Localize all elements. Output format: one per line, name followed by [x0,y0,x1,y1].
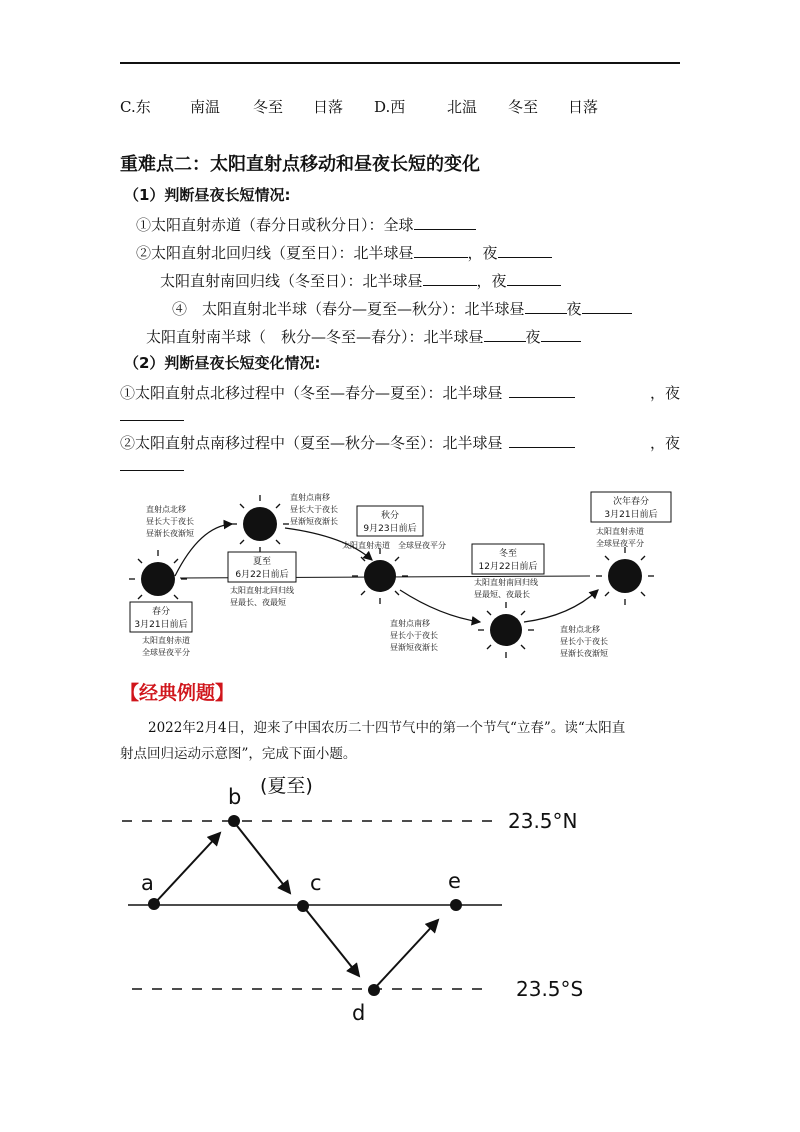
spring-note-2: 全球昼夜平分 [142,648,190,657]
south-move-1-c: 昼渐短夜渐长 [290,517,338,526]
latitude-23-5-s-label: 23.5°S [516,977,584,1001]
latitude-23-5-n-label: 23.5°N [508,809,578,833]
header-rule [120,62,680,64]
north-move-2-c: 昼渐长夜渐短 [560,649,608,658]
winter-box-date: 12月22日前后 [478,562,538,572]
section-title: 重难点二：太阳直射点移动和昼夜长短的变化 [120,154,480,175]
south-move-1-b: 昼长大于夜长 [290,505,338,514]
part2-item-2: ②太阳直射点南移过程中（夏至—秋分—冬至）：北半球昼 ，夜 [120,434,680,452]
point-e [450,899,462,911]
next-spring-box-date: 3月21日前后 [604,510,658,520]
next-spring-note-1: 太阳直射赤道 [596,527,644,536]
answer-blank[interactable] [582,299,632,314]
point-a-label: a [141,871,154,895]
answer-blank[interactable] [120,470,184,471]
option-c-event: 日落 [313,98,344,116]
point-a [148,898,160,910]
south-move-2-a: 直射点南移 [390,619,430,628]
answer-blank[interactable] [120,420,184,421]
winter-note-1: 太阳直射南回归线 [474,578,538,587]
arrow-c-to-d [303,906,359,976]
answer-blank[interactable] [509,383,575,398]
answer-blank[interactable] [414,215,476,230]
option-d-zone: 北温 [447,98,478,116]
north-move-2-a: 直射点北移 [560,625,600,634]
point-b-label: b [228,785,242,809]
north-move-1-b: 昼长大于夜长 [146,517,194,526]
summer-note-1: 太阳直射北回归线 [230,586,294,595]
summer-box-title: 夏至 [252,557,272,567]
spring-box-title: 春分 [151,607,171,617]
answer-blank[interactable] [525,299,567,314]
south-move-2-c: 昼渐短夜渐长 [390,643,438,652]
sun-autumn-icon [352,548,408,604]
answer-blank[interactable] [498,243,552,258]
north-move-1-a: 直射点北移 [146,505,186,514]
arrow-a-to-b [154,833,220,904]
part1-item-1: ①太阳直射赤道（春分日或秋分日）：全球 [136,214,476,235]
option-d-letter: D.西 [374,98,406,116]
north-move-1-c: 昼渐长夜渐短 [146,529,194,538]
part2-item-1: ①太阳直射点北移过程中（冬至—春分—夏至）：北半球昼 ，夜 [120,384,680,402]
point-c-label: c [310,871,322,895]
sun-winter-icon [478,602,534,658]
answer-blank[interactable] [509,433,575,448]
south-move-1-a: 直射点南移 [290,493,330,502]
south-move-2-b: 昼长小于夜长 [390,631,438,640]
sun-summer-icon [231,495,289,553]
arrow-south-2 [400,590,480,622]
option-c-zone: 南温 [190,98,221,116]
summer-note-2: 昼最长、夜最短 [230,598,286,607]
next-spring-note-2: 全球昼夜平分 [596,539,644,548]
autumn-box-title: 秋分 [380,511,400,521]
arrow-b-to-c [234,822,290,893]
answer-blank[interactable] [414,243,468,258]
arrow-north-2 [524,590,598,622]
winter-note-2: 昼最短、夜最长 [474,590,530,599]
direct-sun-motion-diagram [110,762,610,1032]
answer-blank[interactable] [484,327,526,342]
part1-item-3: 太阳直射南回归线（冬至日）：北半球昼 ，夜 [160,270,561,291]
arrow-d-to-e [374,920,438,989]
example-paragraph-line-1: 2022年2月4日，迎来了中国农历二十四节气中的第一个节气“立春”。读“太阳直 [148,720,626,736]
summer-box-date: 6月22日前后 [235,570,289,580]
point-d-label: d [352,1001,366,1025]
summer-solstice-label: (夏至) [260,775,313,797]
part1-item-4: ④ 太阳直射北半球（春分—夏至—秋分）：北半球昼 夜 [172,298,632,319]
part2-title: （2）判断昼夜长短变化情况: [124,354,321,372]
point-c [297,900,309,912]
point-b [228,815,240,827]
sun-spring-icon [129,550,187,608]
part1-title: （1）判断昼夜长短情况: [124,186,291,204]
part1-item-2: ②太阳直射北回归线（夏至日）：北半球昼 ，夜 [136,242,552,263]
option-d-event: 日落 [568,98,599,116]
option-c-letter: C.东 [120,98,151,116]
point-d [368,984,380,996]
spring-note-1: 太阳直射赤道 [142,636,190,645]
answer-blank[interactable] [507,271,561,286]
sun-next-spring-icon [596,547,654,605]
autumn-note: 太阳直射赤道 全球昼夜平分 [342,541,446,550]
spring-box-date: 3月21日前后 [134,620,188,630]
next-spring-box-title: 次年春分 [612,497,650,507]
answer-blank[interactable] [541,327,581,342]
winter-box-title: 冬至 [498,549,518,559]
option-d-term: 冬至 [508,98,539,116]
option-c-term: 冬至 [253,98,284,116]
part1-item-5: 太阳直射南半球（ 秋分—冬至—春分）：北半球昼 夜 [146,326,581,347]
answer-blank[interactable] [423,271,477,286]
autumn-box-date: 9月23日前后 [363,524,417,534]
example-paragraph-line-2: 射点回归运动示意图”，完成下面小题。 [120,746,357,762]
example-title: 【经典例题】 [120,682,235,704]
point-e-label: e [448,869,461,893]
seasons-diagram [120,486,680,666]
north-move-2-b: 昼长小于夜长 [560,637,608,646]
